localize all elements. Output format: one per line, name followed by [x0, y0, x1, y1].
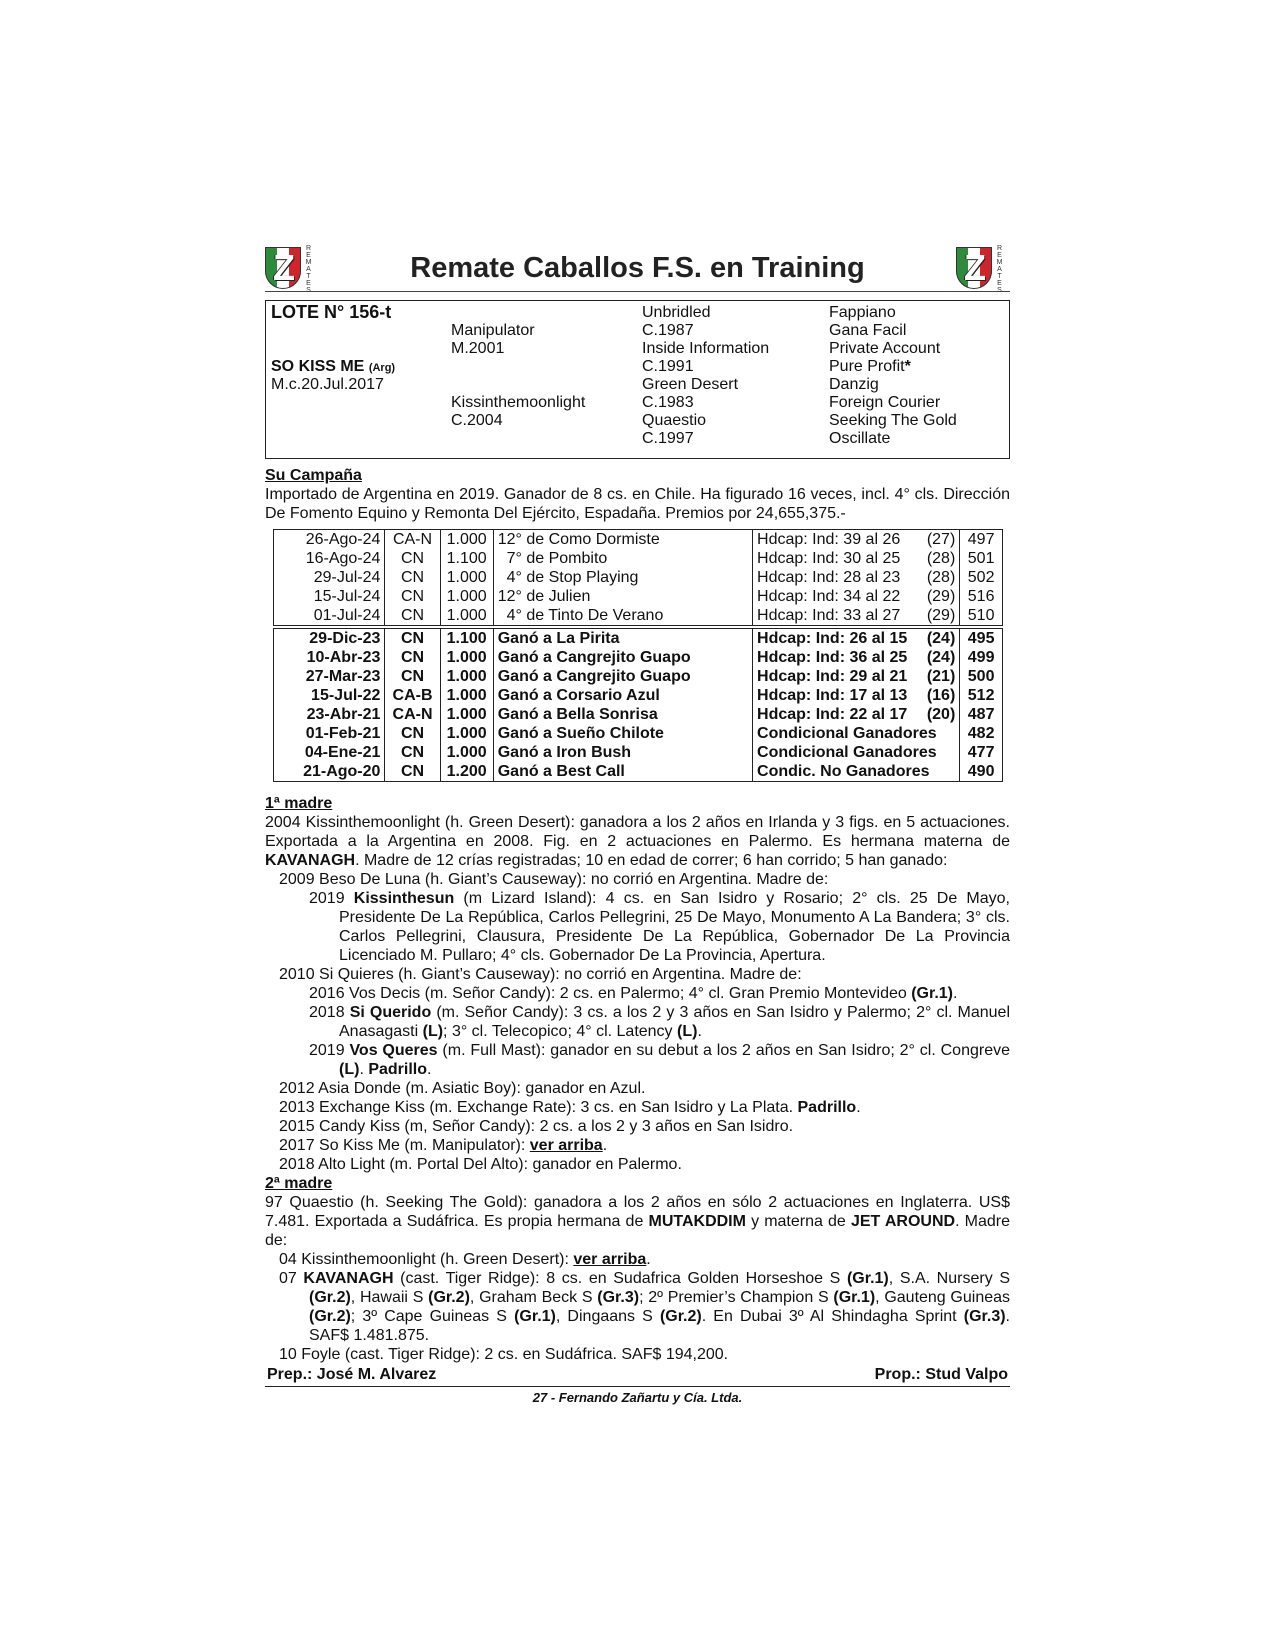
race-result: 12° de Como Dormiste [493, 530, 752, 550]
race-date: 27-Mar-23 [274, 667, 385, 686]
race-row [274, 724, 1003, 743]
race-kg: 502 [960, 568, 1003, 587]
race-result: Ganó a Sueño Chilote [493, 724, 752, 743]
race-kg: 516 [960, 587, 1003, 606]
race-track: CN [385, 743, 440, 762]
ver-arriba-link: ver arriba [573, 1251, 647, 1268]
race-result: Ganó a Best Call [493, 762, 752, 782]
race-track: CN [385, 627, 440, 648]
race-dist: 1.000 [440, 686, 493, 705]
race-track: CN [385, 762, 440, 782]
race-condition: Hdcap: Ind: 36 al 25 (24) [753, 648, 960, 667]
race-kg: 512 [960, 686, 1003, 705]
race-track: CN [385, 667, 440, 686]
remates-logo: Z REMATES [956, 245, 1010, 293]
race-condition: Condicional Ganadores [753, 743, 960, 762]
horse-name: SO KISS ME (Arg) [271, 358, 396, 375]
catalog-header [265, 245, 1010, 292]
second-dam-section: 2ª madre 97 Quaestio (h. Seeking The Gold): ganadora a los 2 años en sólo 2 actuaciones en Inglaterra. US$ 7.481. Exportada a Sudáfrica. Es propia hermana de MUTAKDDIM y materna de JET AROUND. Madre de: 04 Kissinthemoonlight (h. Green Desert): ver arriba. 07 KAVANAGH (cast. Tiger Ridge): 8 cs. en Sudafrica Golden Horseshoe S (Gr.1), S.A. Nursery S (Gr.2), Hawaii S (Gr.2), Graham Beck S (Gr.3); 2º Premier’s Champion S (Gr.1), Gauteng Guineas (Gr.2); 3º Cape Guineas S (Gr.1), Dingaans S (Gr.2). En Dubai 3º Al Shindagha Sprint (Gr.3). SAF$ 1.481.875. 10 Foyle (cast. Tiger Ridge): 2 cs. en Sudáfrica. SAF$ 194,200. [265, 1175, 1011, 1363]
race-row [274, 549, 1003, 568]
race-dist: 1.100 [440, 627, 493, 648]
race-dist: 1.000 [440, 530, 493, 550]
race-result: 7° de Pombito [493, 549, 752, 568]
race-track: CN [385, 648, 440, 667]
race-track: CN [385, 568, 440, 587]
race-date: 15-Jul-24 [274, 587, 385, 606]
race-result: 12° de Julien [493, 587, 752, 606]
race-date: 10-Abr-23 [274, 648, 385, 667]
race-dist: 1.000 [440, 648, 493, 667]
race-result: Ganó a Iron Bush [493, 743, 752, 762]
race-kg: 490 [960, 762, 1003, 782]
footer-bar [265, 1366, 1010, 1387]
race-dist: 1.100 [440, 549, 493, 568]
race-condition: Hdcap: Ind: 39 al 26 (27) [753, 530, 960, 550]
race-kg: 497 [960, 530, 1003, 550]
race-kg: 482 [960, 724, 1003, 743]
sire-name: Manipulator [451, 322, 535, 339]
catalog-page [265, 245, 1010, 1407]
race-date: 01-Feb-21 [274, 724, 385, 743]
race-row [274, 743, 1003, 762]
race-dist: 1.200 [440, 762, 493, 782]
race-dist: 1.000 [440, 743, 493, 762]
dam-name: Kissinthemoonlight [451, 394, 586, 411]
race-condition: Hdcap: Ind: 34 al 22 (29) [753, 587, 960, 606]
race-condition: Hdcap: Ind: 33 al 27 (29) [753, 606, 960, 627]
race-date: 23-Abr-21 [274, 705, 385, 724]
race-date: 26-Ago-24 [274, 530, 385, 550]
first-dam-section: 1ª madre 2004 Kissinthemoonlight (h. Green Desert): ganadora a los 2 años en Irlanda y 3 figs. en 5 actuaciones. Exportada a la Argentina en 2008. Fig. en 2 actuaciones en Palermo. Es hermana materna de KAVANAGH. Madre de 12 crías registradas; 10 en edad de correr; 6 han corrido; 5 han ganado: 2009 Beso De Luna (h. Giant’s Causeway): no corrió en Argentina. Madre de: 2019 Kissinthesun (m Lizard Island): 4 cs. en San Isidro y Rosario; 2° cls. 25 De Mayo, Presidente De La República, Carlos Pellegrini, 25 De Mayo, Monumento A La Bandera; 3° cls. Carlos Pellegrini, Clausura, Presidente De La República, Gobernador De La Provincia Licenciado M. Pullaro; 4° cls. Gobernador De La Provincia, Apertura. 2010 Si Quieres (h. Giant’s Causeway): no corrió en Argentina. Madre de: 2016 Vos Decis (m. Señor Candy): 2 cs. en Palermo; 4° cl. Gran Premio Montevideo (Gr.1). 2018 Si Querido (m. Señor Candy): 3 cs. a los 2 y 3 años en San Isidro y Palermo; 2° cl. Manuel Anasagasti (L); 3° cl. Telecopico; 4° cl. Latency (L). 2019 Vos Queres (m. Full Mast): ganador en su debut a los 2 años en San Isidro; 2° cl. Congreve (L). Padrillo. 2012 Asia Donde (m. Asiatic Boy): ganador en Azul. 2013 Exchange Kiss (m. Exchange Rate): 3 cs. en San Isidro y La Plata. Padrillo. 2015 Candy Kiss (m, Señor Candy): 2 cs. a los 2 y 3 años en San Isidro. 2017 So Kiss Me (m. Manipulator): ver arriba. 2018 Alto Light (m. Portal Del Alto): ganador en Palermo. [265, 795, 1011, 1173]
race-date: 04-Ene-21 [274, 743, 385, 762]
lot-number: LOTE N° 156-t [271, 302, 392, 322]
race-row [274, 705, 1003, 724]
race-condition: Hdcap: Ind: 22 al 17 (20) [753, 705, 960, 724]
owner: Prop.: Stud Valpo [874, 1366, 1008, 1383]
race-track: CN [385, 724, 440, 743]
remates-logo: Z REMATES [265, 245, 319, 293]
race-condition: Hdcap: Ind: 17 al 13 (16) [753, 686, 960, 705]
race-date: 29-Jul-24 [274, 568, 385, 587]
race-row [274, 648, 1003, 667]
section-title: 2ª madre [265, 1175, 333, 1192]
pedigree-box: LOTE N° 156-t Unbridled Fappiano Manipulator C.1987 Gana Facil M.2001 Inside Information Private Account SO KISS ME (Arg) C.1991 Pure Profit* M.c.20.Jul.2017 Green Desert Danzig Kissinthemoonlight C.1983 Foreign Courier C.2004 Quaestio Seeking The Gold C.1997 Oscillate [265, 300, 1010, 459]
race-track: CN [385, 587, 440, 606]
race-row [274, 606, 1003, 627]
race-row [274, 587, 1003, 606]
campaign-text: Importado de Argentina en 2019. Ganador de 8 cs. en Chile. Ha figurado 16 veces, incl. 4° cls. Dirección De Fomento Equino y Remonta Del Ejército, Espadaña. Premios por 24,655,375.- [265, 486, 1010, 522]
race-condition: Condicional Ganadores [753, 724, 960, 743]
race-date: 01-Jul-24 [274, 606, 385, 627]
race-condition: Condic. No Ganadores [753, 762, 960, 782]
race-kg: 487 [960, 705, 1003, 724]
race-kg: 510 [960, 606, 1003, 627]
race-row [274, 667, 1003, 686]
race-row [274, 686, 1003, 705]
race-date: 21-Ago-20 [274, 762, 385, 782]
race-result: Ganó a Cangrejito Guapo [493, 648, 752, 667]
race-record-table [273, 529, 1003, 782]
page-number: 27 - Fernando Zañartu y Cía. Ltda. [532, 1390, 743, 1405]
race-kg: 499 [960, 648, 1003, 667]
race-result: Ganó a Cangrejito Guapo [493, 667, 752, 686]
race-condition: Hdcap: Ind: 29 al 21 (21) [753, 667, 960, 686]
race-dist: 1.000 [440, 724, 493, 743]
race-dist: 1.000 [440, 568, 493, 587]
section-title: 1ª madre [265, 795, 333, 812]
race-dist: 1.000 [440, 606, 493, 627]
race-dist: 1.000 [440, 705, 493, 724]
race-track: CA-N [385, 705, 440, 724]
race-track: CA-B [385, 686, 440, 705]
horse-birth: M.c.20.Jul.2017 [271, 376, 384, 393]
preparer: Prep.: José M. Alvarez [267, 1366, 437, 1383]
race-condition: Hdcap: Ind: 28 al 23 (28) [753, 568, 960, 587]
race-result: Ganó a La Pirita [493, 627, 752, 648]
race-track: CN [385, 606, 440, 627]
race-result: Ganó a Corsario Azul [493, 686, 752, 705]
race-date: 15-Jul-22 [274, 686, 385, 705]
race-kg: 501 [960, 549, 1003, 568]
race-kg: 495 [960, 627, 1003, 648]
ver-arriba-link: ver arriba [529, 1137, 603, 1154]
campaign-section [265, 466, 1010, 523]
race-condition: Hdcap: Ind: 30 al 25 (28) [753, 549, 960, 568]
race-dist: 1.000 [440, 587, 493, 606]
race-row [274, 762, 1003, 782]
race-condition: Hdcap: Ind: 26 al 15 (24) [753, 627, 960, 648]
race-track: CA-N [385, 530, 440, 550]
race-kg: 500 [960, 667, 1003, 686]
race-result: Ganó a Bella Sonrisa [493, 705, 752, 724]
page-title: Remate Caballos F.S. en Training [410, 252, 865, 284]
race-result: 4° de Tinto De Verano [493, 606, 752, 627]
race-date: 29-Dic-23 [274, 627, 385, 648]
section-title: Su Campaña [265, 467, 362, 484]
race-row [274, 568, 1003, 587]
race-kg: 477 [960, 743, 1003, 762]
race-row [274, 627, 1003, 648]
race-dist: 1.000 [440, 667, 493, 686]
race-row [274, 530, 1003, 550]
race-date: 16-Ago-24 [274, 549, 385, 568]
race-result: 4° de Stop Playing [493, 568, 752, 587]
race-track: CN [385, 549, 440, 568]
